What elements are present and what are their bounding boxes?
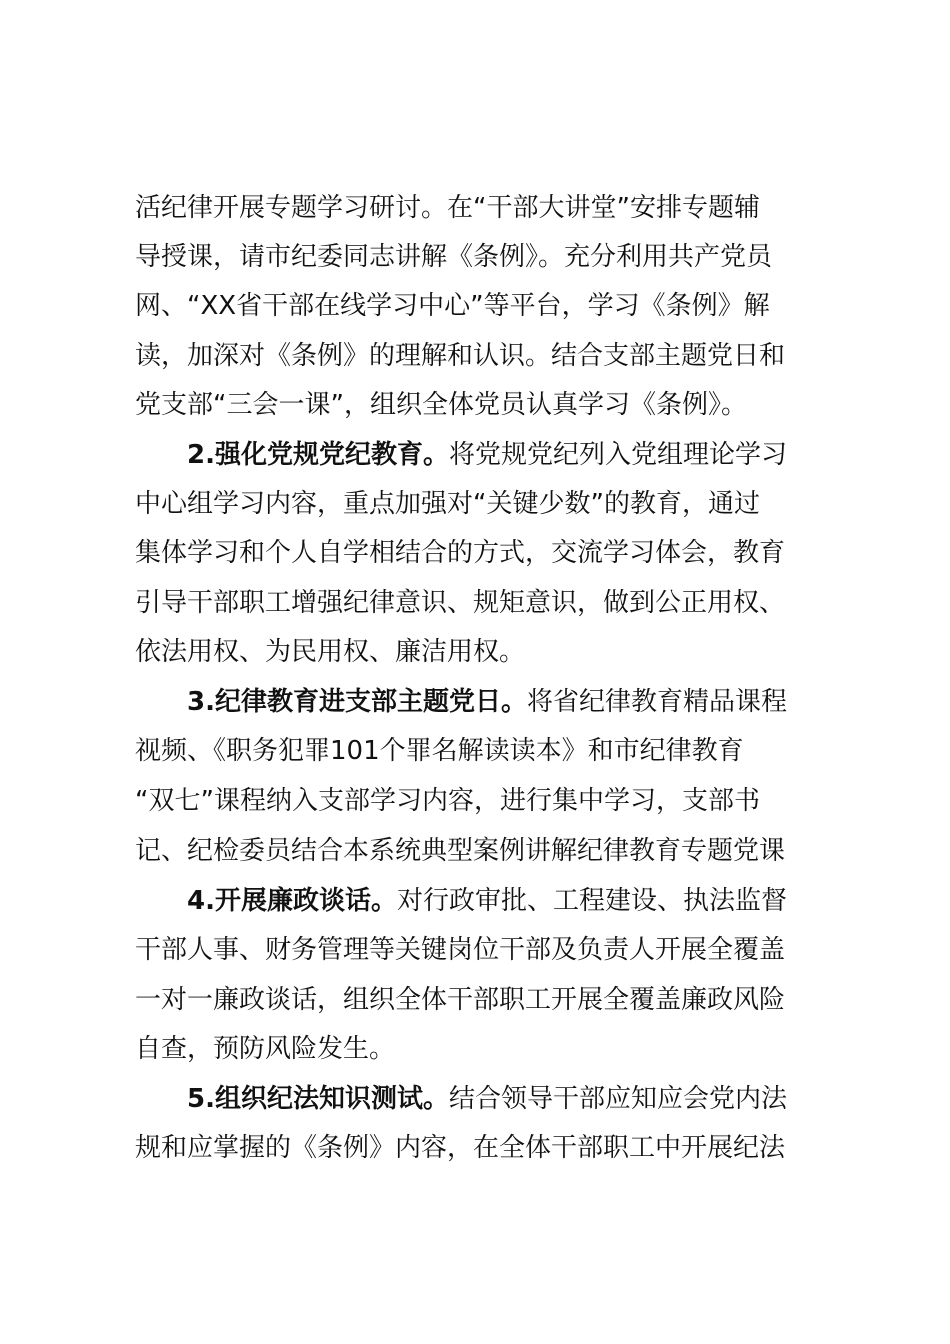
item-text: 将省纪律教育精品课程 [526, 687, 787, 717]
paragraph-line: 导授课，请市纪委同志讲解《条例》。充分利用共产党员 [135, 242, 773, 272]
paragraph-line [187, 677, 855, 727]
paragraph-line: 依法用权、为民用权、廉洁用权。 [135, 637, 526, 667]
paragraph-line [187, 430, 855, 480]
paragraph-line: 自查，预防风险发生。 [135, 1034, 396, 1064]
paragraph-line: 记、纪检委员结合本系统典型案例讲解纪律教育专题党课 [135, 836, 786, 866]
item-heading: 4.开展廉政谈话。 [187, 886, 397, 916]
item-text: 对行政审批、工程建设、执法监督 [396, 886, 787, 916]
paragraph-line: 视频、《职务犯罪101个罪名解读读本》和市纪律教育 [135, 736, 744, 766]
item-text: 将党规党纪列入党组理论学习 [448, 440, 787, 470]
paragraph-line: 引导干部职工增强纪律意识、规矩意识，做到公正用权、 [135, 588, 786, 618]
paragraph-line [187, 1074, 855, 1124]
paragraph-line: 干部人事、财务管理等关键岗位干部及负责人开展全覆盖 [135, 935, 786, 965]
paragraph-line: 活纪律开展专题学习研讨。在“干部大讲堂”安排专题辅 [135, 193, 760, 223]
item-text: 结合领导干部应知应会党内法 [448, 1084, 787, 1114]
paragraph-line: 集体学习和个人自学相结合的方式，交流学习体会，教育 [135, 538, 786, 568]
item-heading: 2.强化党规党纪教育。 [187, 440, 449, 470]
paragraph-line: 一对一廉政谈话，组织全体干部职工开展全覆盖廉政风险 [135, 985, 786, 1015]
paragraph-line: 中心组学习内容，重点加强对“关键少数”的教育，通过 [135, 489, 760, 519]
paragraph-line [187, 876, 855, 926]
paragraph-line: “双七”课程纳入支部学习内容，进行集中学习，支部书 [135, 786, 760, 816]
item-heading: 5.组织纪法知识测试。 [187, 1084, 449, 1114]
paragraph-line: 规和应掌握的《条例》内容，在全体干部职工中开展纪法 [135, 1133, 786, 1163]
paragraph-line: 党支部“三会一课”，组织全体党员认真学习《条例》。 [135, 390, 747, 420]
paragraph-line: 网、“XX省干部在线学习中心”等平台，学习《条例》解 [135, 291, 770, 321]
item-heading: 3.纪律教育进支部主题党日。 [187, 687, 527, 717]
paragraph-line: 读，加深对《条例》的理解和认识。结合支部主题党日和 [135, 341, 786, 371]
